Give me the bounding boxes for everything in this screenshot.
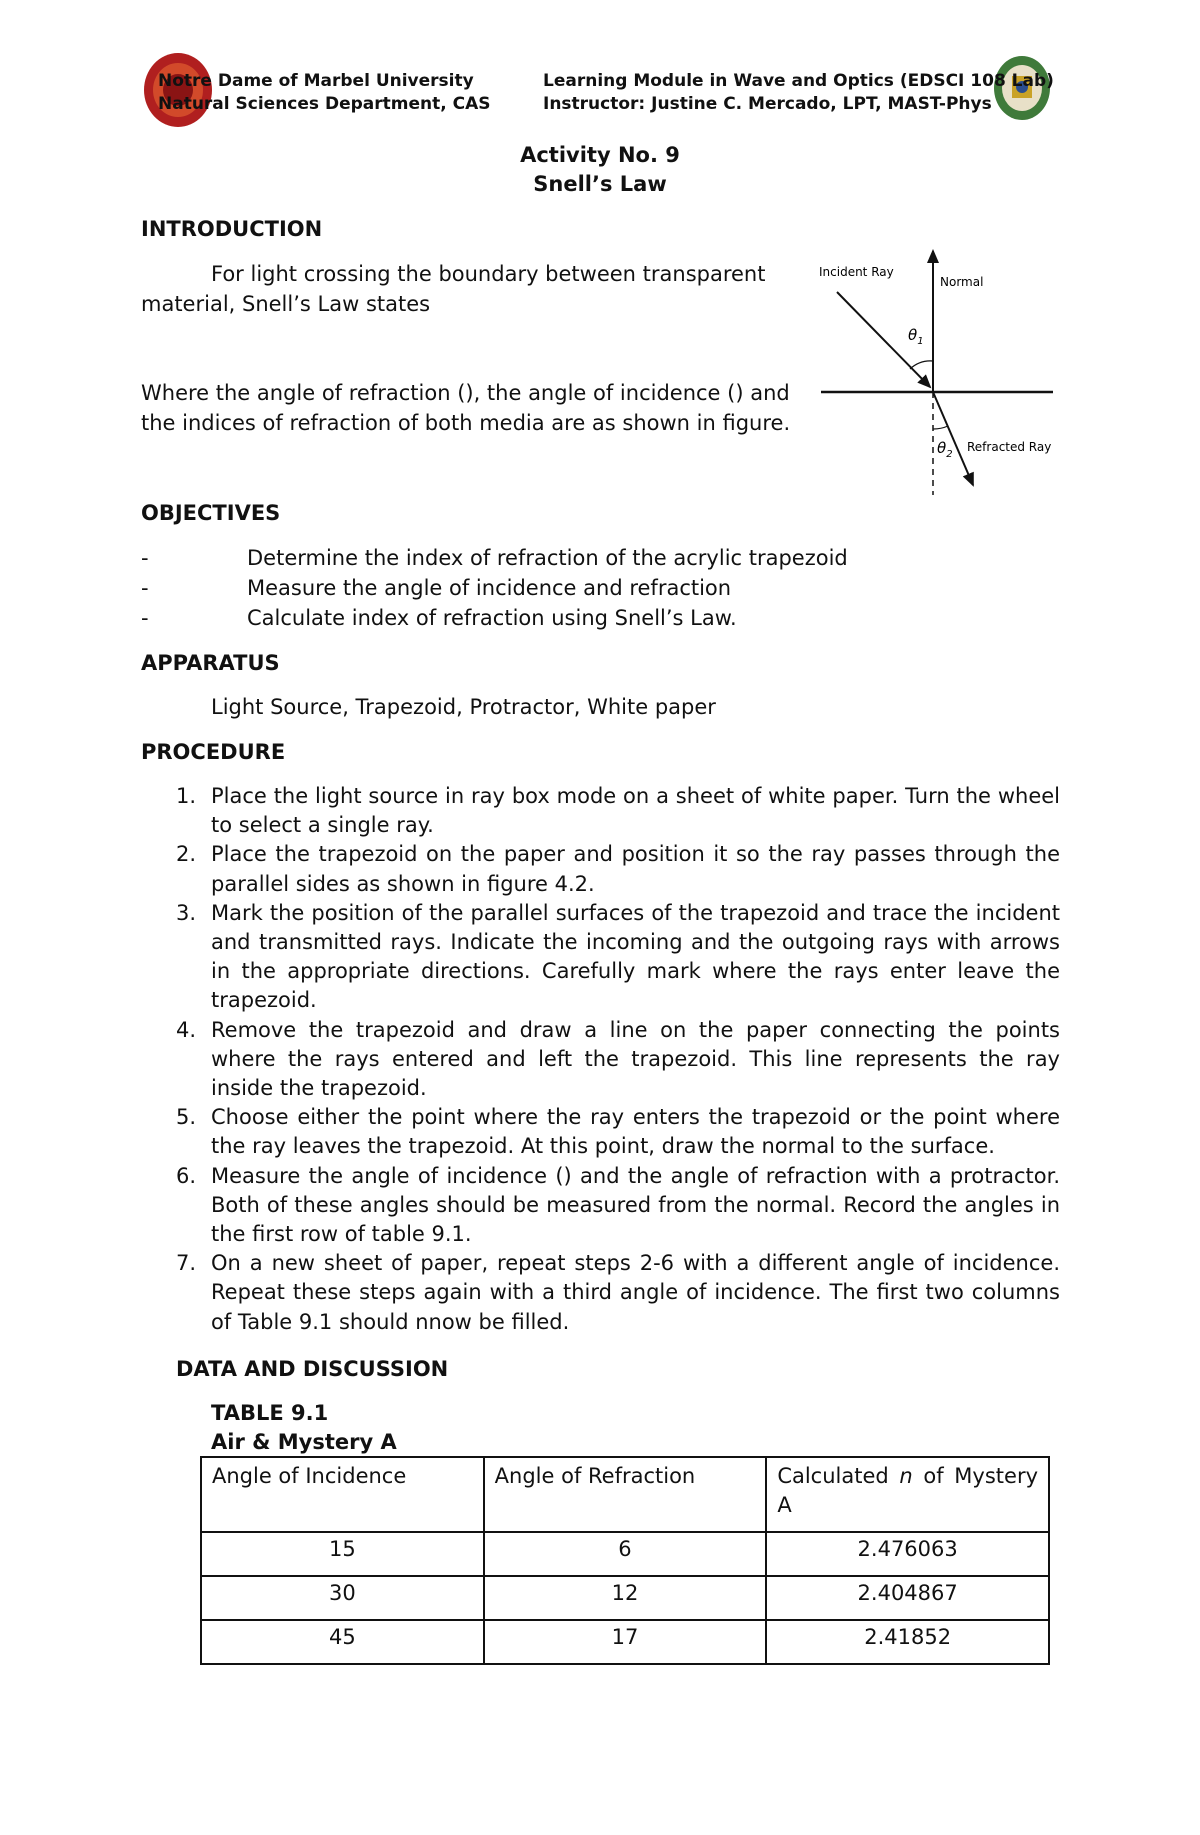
list-item: 4. Remove the trapezoid and draw a line on the paper connecting the points where the rays entered and left the trapezoid. This line represents the ray inside the trapezoid. xyxy=(176,1017,1060,1101)
column-header: Angle of Incidence xyxy=(201,1457,484,1532)
list-item: 7. On a new sheet of paper, repeat steps 2-6 with a different angle of incidence. Repeat these steps again with a third angle of incidence. The first two columns of Table 9.1 should nnow be filled. xyxy=(176,1251,1060,1334)
theta2-arc xyxy=(933,426,948,429)
table-row xyxy=(201,1532,1049,1576)
list-item: 2. Place the trapezoid on the paper and position it so the ray passes through the parallel sides as shown in figure 4.2. xyxy=(176,842,1060,896)
list-item: 5. Choose either the point where the ray enters the trapezoid or the point where the ray leaves the trapezoid. At this point, draw the normal to the surface. xyxy=(176,1105,1060,1159)
activity-title: Snell’s Law xyxy=(533,172,667,196)
intro-text-line-4: the indices of refraction of both media are as shown in figure. xyxy=(141,411,791,435)
column-header: Angle of Refraction xyxy=(484,1457,767,1532)
intro-text-line-2: material, Snell’s Law states xyxy=(141,292,431,316)
table-header-row xyxy=(201,1457,1049,1532)
step-number: 2. xyxy=(176,842,197,867)
apparatus-heading: APPARATUS xyxy=(141,651,280,675)
header-module-title: Learning Module in Wave and Optics (EDSCI 108 Lab) xyxy=(543,71,1054,91)
table-cell: 12 xyxy=(484,1576,767,1620)
procedure-heading: PROCEDURE xyxy=(141,740,286,764)
header-department-name: Natural Sciences Department, CAS xyxy=(158,94,491,114)
list-item: 1. Place the light source in ray box mode on a sheet of white paper. Turn the wheel to select a single ray. xyxy=(176,784,1060,838)
step-number: 7. xyxy=(176,1251,197,1276)
table-subtitle: Air & Mystery A xyxy=(211,1430,397,1454)
data-discussion-heading: DATA AND DISCUSSION xyxy=(176,1357,449,1381)
objectives-list xyxy=(141,543,1041,633)
header-university-name: Notre Dame of Marbel University xyxy=(158,71,474,91)
table-row xyxy=(201,1576,1049,1620)
table-row xyxy=(201,1620,1049,1664)
procedure-list xyxy=(141,782,1060,1337)
table-cell: 2.476063 xyxy=(766,1532,1049,1576)
bullet-dash: - xyxy=(141,546,149,570)
refracted-ray-label: Refracted Ray xyxy=(967,440,1052,454)
bullet-dash: - xyxy=(141,606,149,630)
table-title: TABLE 9.1 xyxy=(211,1401,329,1425)
bullet-dash: - xyxy=(141,576,149,600)
column-header: Calculated n of Mystery A xyxy=(766,1457,1049,1532)
table-cell: 45 xyxy=(201,1620,484,1664)
step-number: 3. xyxy=(176,900,197,925)
list-item: - Measure the angle of incidence and refraction xyxy=(141,573,1041,603)
table-cell: 15 xyxy=(201,1532,484,1576)
step-number: 1. xyxy=(176,784,197,808)
snells-law-diagram xyxy=(815,245,1065,495)
table-cell: 17 xyxy=(484,1620,767,1664)
list-item: - Determine the index of refraction of the acrylic trapezoid xyxy=(141,543,1041,573)
table-cell: 2.404867 xyxy=(766,1576,1049,1620)
theta1-arc xyxy=(910,361,933,369)
table-cell: 6 xyxy=(484,1532,767,1576)
incident-ray-label: Incident Ray xyxy=(819,265,894,279)
step-number: 5. xyxy=(176,1105,197,1130)
data-table xyxy=(200,1456,1050,1665)
list-item: 6. Measure the angle of incidence () and the angle of refraction with a protractor. Both of these angles should be measured from the normal. Record the angles in the first row of table 9.1. xyxy=(176,1163,1060,1247)
intro-text-line-1: For light crossing the boundary between transparent xyxy=(211,262,766,286)
header-instructor: Instructor: Justine C. Mercado, LPT, MAST-Phys xyxy=(543,94,992,114)
step-number: 4. xyxy=(176,1017,197,1042)
table-cell: 2.41852 xyxy=(766,1620,1049,1664)
objectives-heading: OBJECTIVES xyxy=(141,501,281,525)
theta2-symbol: $\theta_2$ xyxy=(937,439,953,460)
introduction-heading: INTRODUCTION xyxy=(141,217,323,241)
theta1-symbol: $\theta_1$ xyxy=(908,326,924,347)
list-item: 3. Mark the position of the parallel surfaces of the trapezoid and trace the incident and transmitted rays. Indicate the incoming and the outgoing rays with arrows in the appropriate directions. Carefully mark where the rays enter leave the trapezoid. xyxy=(176,900,1060,1013)
list-item: - Calculate index of refraction using Snell’s Law. xyxy=(141,603,1041,633)
step-number: 6. xyxy=(176,1163,197,1188)
intro-text-line-3: Where the angle of refraction (), the angle of incidence () and xyxy=(141,381,790,405)
apparatus-text: Light Source, Trapezoid, Protractor, White paper xyxy=(211,695,716,719)
normal-label: Normal xyxy=(940,275,984,289)
activity-number: Activity No. 9 xyxy=(520,143,680,167)
table-cell: 30 xyxy=(201,1576,484,1620)
